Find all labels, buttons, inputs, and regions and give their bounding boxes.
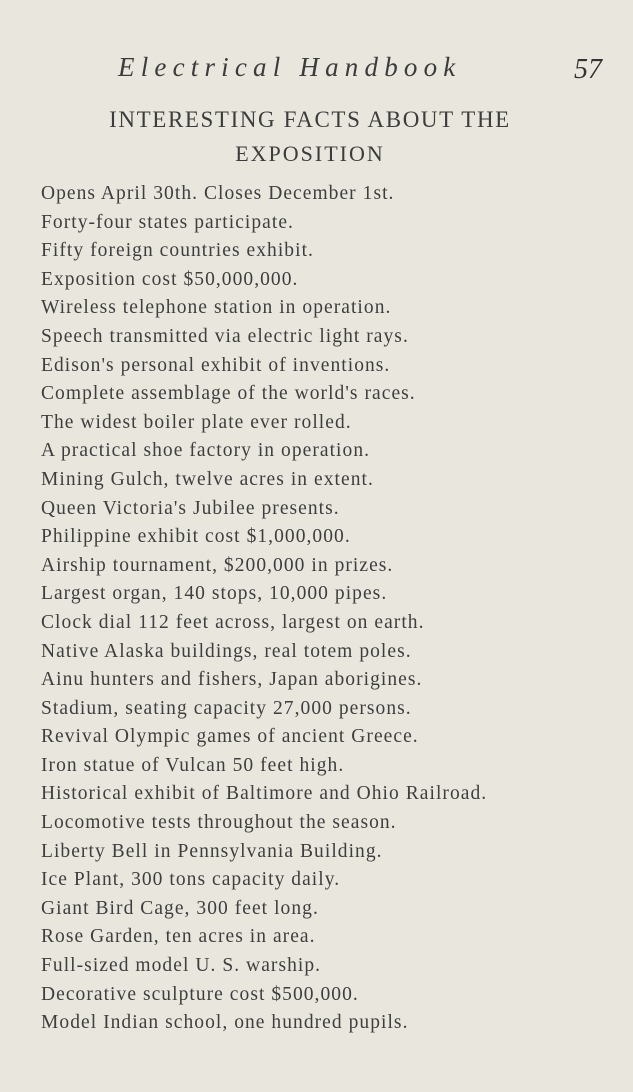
- fact-line: Locomotive tests throughout the season.: [41, 812, 397, 834]
- fact-line: Stadium, seating capacity 27,000 persons.: [41, 697, 412, 719]
- fact-line: Largest organ, 140 stops, 10,000 pipes.: [41, 583, 388, 605]
- fact-line: Opens April 30th. Closes December 1st.: [41, 183, 395, 204]
- fact-line: Giant Bird Cage, 300 feet long.: [41, 897, 319, 919]
- fact-line: Queen Victoria's Jubilee presents.: [41, 497, 340, 519]
- fact-line: Full-sized model U. S. warship.: [41, 955, 322, 977]
- fact-line: A practical shoe factory in operation.: [41, 440, 371, 462]
- section-heading-line-2: EXPOSITION: [235, 141, 385, 166]
- fact-line: Model Indian school, one hundred pupils.: [41, 1012, 409, 1034]
- fact-line: Edison's personal exhibit of inventions.: [41, 354, 391, 376]
- fact-line: Fifty foreign countries exhibit.: [41, 240, 314, 262]
- fact-line: Native Alaska buildings, real totem poles.: [41, 640, 412, 662]
- fact-line: Forty-four states participate.: [41, 211, 294, 233]
- fact-line: The widest boiler plate ever rolled.: [41, 411, 352, 433]
- fact-line: Rose Garden, ten acres in area.: [41, 926, 316, 948]
- fact-line: Iron statue of Vulcan 50 feet high.: [41, 754, 345, 776]
- fact-line: Mining Gulch, twelve acres in extent.: [41, 468, 374, 490]
- running-head: [0, 48, 633, 88]
- fact-line: Clock dial 112 feet across, largest on earth.: [41, 611, 425, 633]
- fact-line: Historical exhibit of Baltimore and Ohio Railroad.: [41, 783, 488, 805]
- fact-line: Decorative sculpture cost $500,000.: [41, 983, 359, 1005]
- fact-line: Complete assemblage of the world's races.: [41, 383, 416, 405]
- fact-line: Ainu hunters and fishers, Japan aborigines.: [41, 669, 423, 691]
- running-title: Electrical Handbook: [118, 52, 462, 82]
- fact-line: Revival Olympic games of ancient Greece.: [41, 726, 419, 748]
- fact-line: Airship tournament, $200,000 in prizes.: [41, 554, 394, 576]
- section-heading-line-1: INTERESTING FACTS ABOUT THE: [109, 107, 511, 132]
- fact-line: Philippine exhibit cost $1,000,000.: [41, 526, 351, 548]
- facts-list: [41, 180, 633, 1038]
- fact-line: Exposition cost $50,000,000.: [41, 268, 299, 290]
- fact-line: Ice Plant, 300 tons capacity daily.: [41, 869, 341, 891]
- fact-line: Wireless telephone station in operation.: [41, 297, 392, 319]
- fact-line: Speech transmitted via electric light rays.: [41, 325, 409, 347]
- page-number: 57: [574, 54, 602, 85]
- fact-line: Liberty Bell in Pennsylvania Building.: [41, 840, 383, 862]
